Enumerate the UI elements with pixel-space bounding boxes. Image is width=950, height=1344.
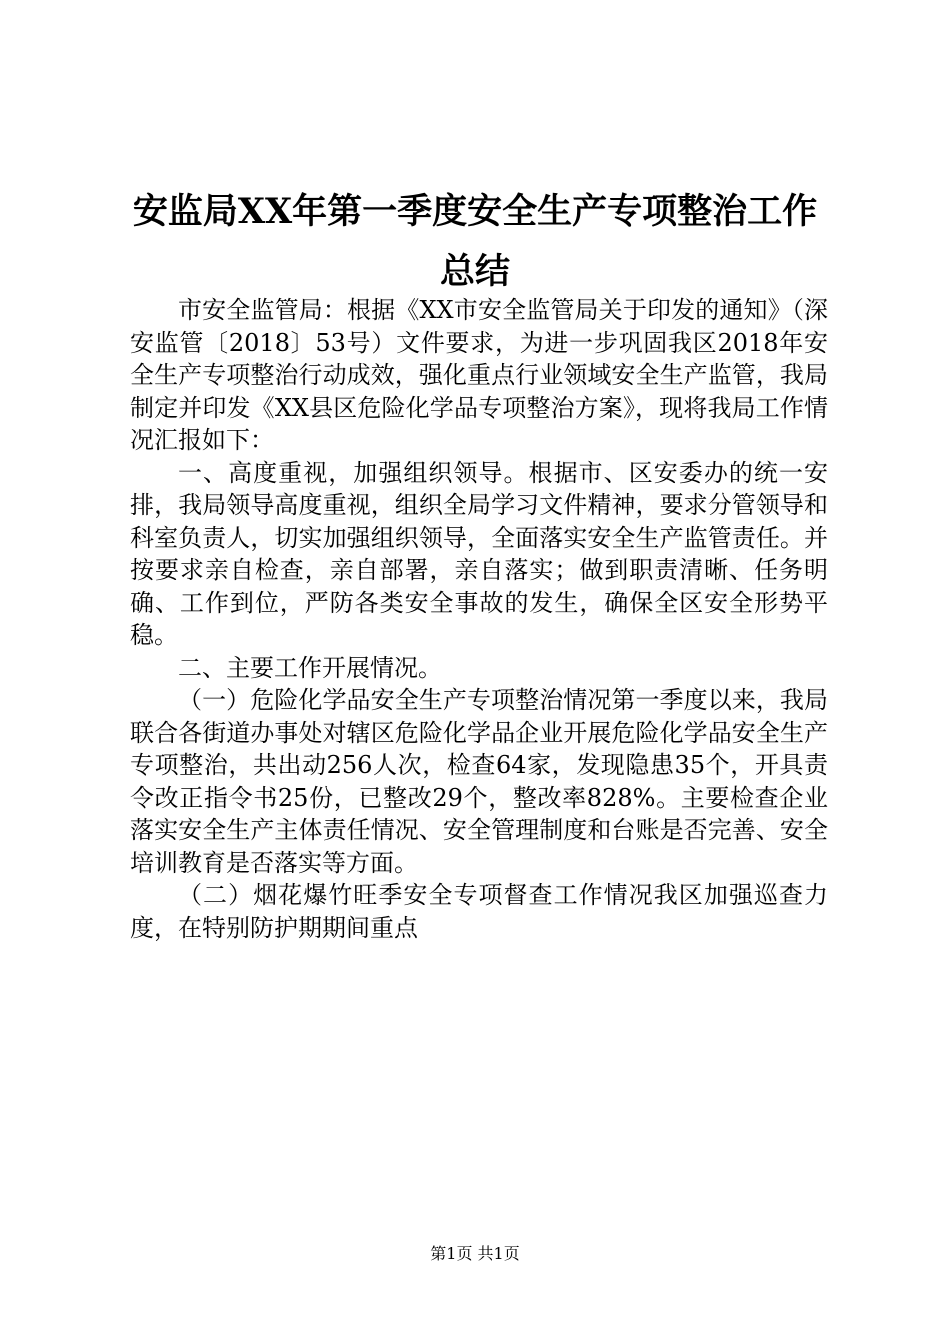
paragraph-section-2-heading: 二、主要工作开展情况。 — [178, 653, 442, 682]
paragraph-subsection-2: （二）烟花爆竹旺季安全专项督查工作情况我区加强巡查力度，在特别防护期期间重点 — [130, 881, 828, 942]
title-line-2: 总结 — [439, 251, 510, 292]
document-body — [130, 294, 828, 944]
title-line-1: 安监局XX年第一季度安全生产专项整治工作 — [132, 191, 818, 232]
paragraph-section-1: 一、高度重视，加强组织领导。根据市、区安委办的统一安排，我局领导高度重视，组织全局学习文件精神，要求分管领导和科室负责人，切实加强组织领导，全面落实安全生产监管责任。并按要求亲自检查，亲自部署，亲自落实；做到职责清晰、任务明确、工作到位，严防各类安全事故的发生，确保全区安全形势平稳。 — [130, 458, 828, 649]
document-title — [130, 182, 820, 302]
paragraph-intro: 市安全监管局：根据《XX市安全监管局关于印发的通知》（深安监管〔2018〕53号）文件要求，为进一步巩固我区2018年安全生产专项整治行动成效，强化重点行业领域安全生产监管，我局制定并印发《XX县区危险化学品专项整治方案》，现将我局工作情况汇报如下： — [130, 296, 828, 454]
paragraph-subsection-1: （一）危险化学品安全生产专项整治情况第一季度以来，我局联合各街道办事处对辖区危险化学品企业开展危险化学品安全生产专项整治，共出动256人次，检查64家，发现隐患35个，开具责令改正指令书25份，已整改29个，整改率828%。主要检查企业落实安全生产主体责任情况、安全管理制度和台账是否完善、安全培训教育是否落实等方面。 — [130, 686, 828, 877]
page-footer: 第1页 共1页 — [430, 1244, 520, 1263]
